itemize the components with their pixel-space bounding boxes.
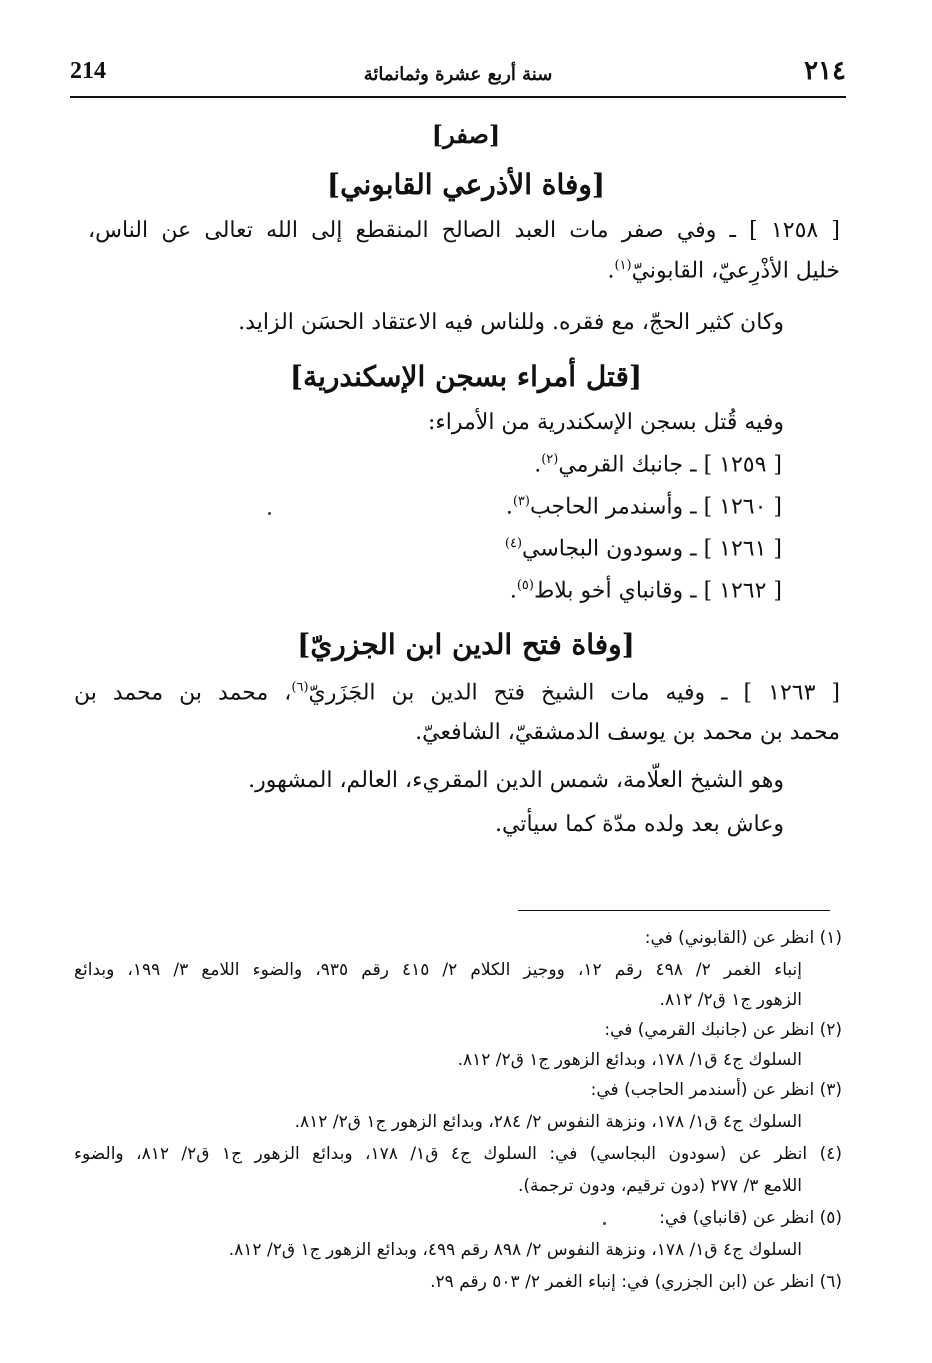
- paragraph-hajj: وكان كثير الحجّ، مع فقره. وللناس فيه الاعتقاد الحسَن الزايد.: [238, 310, 784, 335]
- print-speck: [268, 512, 271, 515]
- section-heading-1: [وفاة الأذرعي القابوني]: [326, 168, 606, 201]
- footnote-2-line-1: (٢) انظر عن (جانبك القرمي) في:: [604, 1020, 842, 1040]
- list-item: [505, 536, 782, 561]
- paragraph-title: وهو الشيخ العلّامة، شمس الدين المقريء، العالم، المشهور.: [248, 768, 784, 793]
- period: .: [534, 452, 542, 478]
- footnote-1-line-1: (١) انظر عن (القابوني) في:: [644, 928, 842, 948]
- section-heading-3: [وفاة فتح الدين ابن الجزريّ]: [297, 628, 635, 661]
- period: .: [509, 578, 517, 604]
- footnote-rule: [518, 910, 830, 911]
- list-item-text: [ ١٢٦٢ ] ـ وقانباي أخو بلاط: [533, 578, 782, 604]
- entry-1263-line-2: محمد بن محمد بن يوسف الدمشقيّ، الشافعيّ.: [415, 720, 840, 745]
- entry-text: [ ١٢٦٣ ] ـ وفيه مات الشيخ فتح الدين بن الجَزَريّ: [308, 680, 841, 706]
- footnote-1-line-3: الزهور ج١ ق٢/ ٨١٢.: [659, 990, 802, 1010]
- list-item-text: [ ١٢٦٠ ] ـ وأسندمر الحاجب: [529, 494, 782, 520]
- footnote-2-line-2: السلوك ج٤ ق١/ ١٧٨، وبدائع الزهور ج١ ق٢/ ٨١٢.: [457, 1050, 802, 1070]
- page-number-latin: 214: [70, 58, 106, 84]
- footnote-6: (٦) انظر عن (ابن الجزري) في: إنباء الغمر ٢/ ٥٠٣ رقم ٢٩.: [430, 1272, 842, 1292]
- page-header: [70, 52, 846, 98]
- footnote-ref-4: (٤): [504, 536, 523, 551]
- footnote-5-line-2: السلوك ج٤ ق١/ ١٧٨، ونزهة النفوس ٢/ ٨٩٨ رقم ٤٩٩، وبدائع الزهور ج١ ق٢/ ٨١٢.: [228, 1240, 802, 1260]
- month-heading: [صفر]: [431, 120, 501, 149]
- footnote-ref-5: (٥): [516, 578, 534, 593]
- paragraph-emirs-intro: وفيه قُتل بسجن الإسكندرية من الأمراء:: [427, 410, 784, 435]
- footnote-3-line-1: (٣) انظر عن (أسندمر الحاجب) في:: [590, 1080, 842, 1100]
- section-heading-2: [قتل أمراء بسجن الإسكندرية]: [289, 360, 643, 393]
- entry-1258-line-2: [607, 258, 840, 283]
- footnote-4-line-1: (٤) انظر عن (سودون البجاسي) في: السلوك ج٤ ق١/ ١٧٨، وبدائع الزهور ج١ ق٢/ ٨١٢، والضوء: [74, 1144, 842, 1164]
- list-item: [506, 494, 782, 519]
- entry-text-cont: ، محمد بن محمد بن: [74, 680, 292, 706]
- paragraph-lived: وعاش بعد ولده مدّة كما سيأتي.: [495, 812, 784, 837]
- footnote-5-line-1: (٥) انظر عن (قانباي) في:: [659, 1208, 842, 1228]
- period: .: [505, 494, 513, 520]
- footnote-ref-2: (٢): [541, 452, 559, 467]
- footnote-ref-6: (٦): [291, 680, 309, 695]
- entry-1263-line-1: [74, 680, 840, 705]
- footnote-ref-3: (٣): [512, 494, 530, 509]
- running-title: سنة أربع عشرة وثمانمائة: [363, 64, 553, 85]
- footnote-4-line-2: اللامع ٣/ ٢٧٧ (دون ترقيم، ودون ترجمة).: [517, 1176, 802, 1196]
- entry-1258-line-1: [ ١٢٥٨ ] ـ وفي صفر مات العبد الصالح المنقطع إلى الله تعالى عن الناس،: [88, 218, 841, 243]
- period: .: [607, 258, 615, 284]
- print-speck: [603, 1222, 606, 1225]
- list-item: [534, 452, 782, 477]
- footnote-3-line-2: السلوك ج٤ ق١/ ١٧٨، ونزهة النفوس ٢/ ٢٨٤، وبدائع الزهور ج١ ق٢/ ٨١٢.: [294, 1112, 802, 1132]
- list-item: [510, 578, 782, 603]
- list-item-text: [ ١٢٦١ ] ـ وسودون البجاسي: [522, 536, 782, 562]
- page-number-arabic: ٢١٤: [804, 56, 846, 86]
- entry-text: خليل الأذْرِعيّ، القابونيّ: [631, 258, 840, 284]
- list-item-text: [ ١٢٥٩ ] ـ جانبك القرمي: [558, 452, 782, 478]
- footnote-ref-1: (١): [614, 258, 632, 273]
- footnote-1-line-2: إنباء الغمر ٢/ ٤٩٨ رقم ١٢، ووجيز الكلام ٢/ ٤١٥ رقم ٩٣٥، والضوء اللامع ٣/ ١٩٩، وبدائع: [74, 960, 802, 980]
